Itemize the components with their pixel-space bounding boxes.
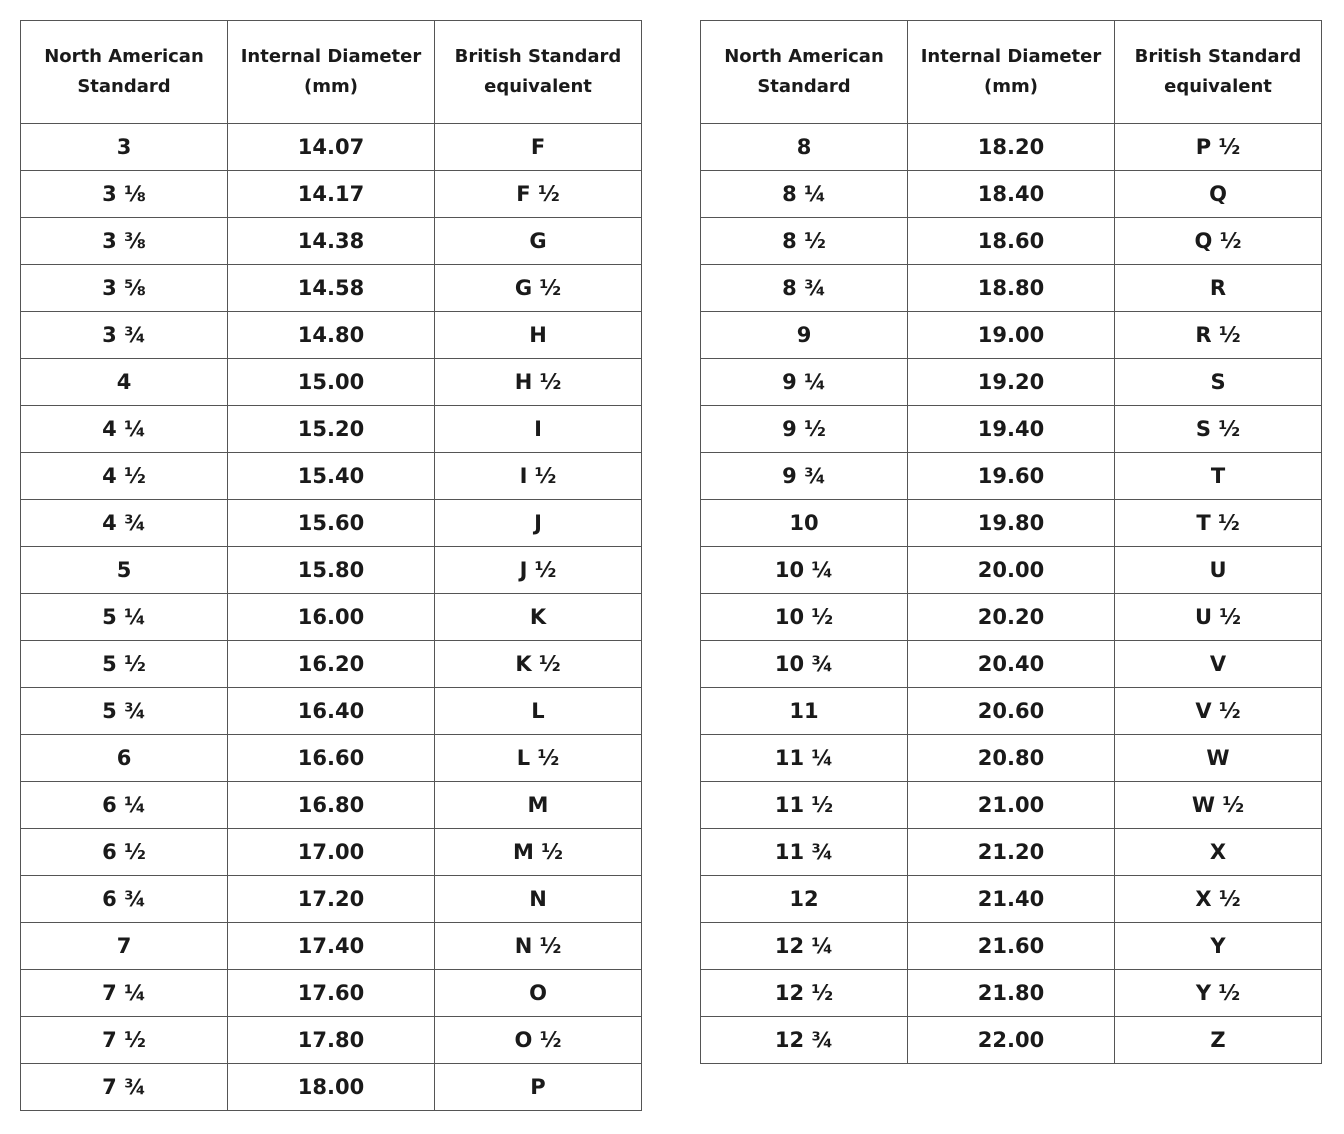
table-row [21, 594, 642, 641]
cell-british-size: P [435, 1064, 642, 1111]
cell-north-american-size: 9 ½ [701, 406, 908, 453]
cell-british-size: S [1115, 359, 1322, 406]
cell-internal-diameter: 20.00 [908, 547, 1115, 594]
cell-british-size: N [435, 876, 642, 923]
table-row [21, 1017, 642, 1064]
cell-british-size: I ½ [435, 453, 642, 500]
table-row [21, 829, 642, 876]
cell-north-american-size: 12 ¾ [701, 1017, 908, 1064]
cell-north-american-size: 7 ¾ [21, 1064, 228, 1111]
cell-internal-diameter: 21.60 [908, 923, 1115, 970]
table-row [21, 688, 642, 735]
cell-internal-diameter: 15.40 [228, 453, 435, 500]
cell-north-american-size: 8 ¼ [701, 171, 908, 218]
cell-british-size: J ½ [435, 547, 642, 594]
cell-internal-diameter: 16.40 [228, 688, 435, 735]
table-row [21, 312, 642, 359]
cell-internal-diameter: 20.20 [908, 594, 1115, 641]
cell-north-american-size: 7 ½ [21, 1017, 228, 1064]
cell-north-american-size: 8 ½ [701, 218, 908, 265]
cell-north-american-size: 5 ½ [21, 641, 228, 688]
table-row [701, 500, 1322, 547]
table-row [21, 171, 642, 218]
column-header-north-american: North American Standard [21, 21, 228, 124]
cell-internal-diameter: 19.80 [908, 500, 1115, 547]
cell-british-size: I [435, 406, 642, 453]
cell-british-size: X [1115, 829, 1322, 876]
table-row [701, 970, 1322, 1017]
cell-internal-diameter: 17.60 [228, 970, 435, 1017]
table-row [21, 265, 642, 312]
cell-internal-diameter: 15.00 [228, 359, 435, 406]
cell-british-size: F [435, 124, 642, 171]
cell-internal-diameter: 21.00 [908, 782, 1115, 829]
cell-internal-diameter: 17.80 [228, 1017, 435, 1064]
table-row [21, 124, 642, 171]
cell-internal-diameter: 19.60 [908, 453, 1115, 500]
cell-british-size: N ½ [435, 923, 642, 970]
cell-north-american-size: 11 ¾ [701, 829, 908, 876]
column-header-british-standard: British Standard equivalent [1115, 21, 1322, 124]
table-row [21, 218, 642, 265]
cell-north-american-size: 9 [701, 312, 908, 359]
table-row [701, 547, 1322, 594]
cell-british-size: V [1115, 641, 1322, 688]
column-header-british-standard: British Standard equivalent [435, 21, 642, 124]
table-row [701, 359, 1322, 406]
cell-north-american-size: 5 [21, 547, 228, 594]
table-row [21, 453, 642, 500]
cell-internal-diameter: 20.60 [908, 688, 1115, 735]
cell-internal-diameter: 14.07 [228, 124, 435, 171]
cell-british-size: K [435, 594, 642, 641]
cell-british-size: W ½ [1115, 782, 1322, 829]
table-row [21, 359, 642, 406]
cell-internal-diameter: 19.20 [908, 359, 1115, 406]
cell-north-american-size: 3 [21, 124, 228, 171]
cell-british-size: O [435, 970, 642, 1017]
cell-internal-diameter: 22.00 [908, 1017, 1115, 1064]
cell-british-size: V ½ [1115, 688, 1322, 735]
cell-internal-diameter: 16.80 [228, 782, 435, 829]
cell-british-size: W [1115, 735, 1322, 782]
cell-british-size: R ½ [1115, 312, 1322, 359]
table-body [701, 124, 1322, 1064]
table-row [21, 923, 642, 970]
table-row [701, 594, 1322, 641]
cell-north-american-size: 10 ¼ [701, 547, 908, 594]
cell-british-size: G ½ [435, 265, 642, 312]
table-row [701, 265, 1322, 312]
cell-north-american-size: 12 [701, 876, 908, 923]
cell-internal-diameter: 14.38 [228, 218, 435, 265]
cell-north-american-size: 11 [701, 688, 908, 735]
cell-internal-diameter: 15.80 [228, 547, 435, 594]
cell-british-size: U ½ [1115, 594, 1322, 641]
cell-internal-diameter: 20.40 [908, 641, 1115, 688]
cell-internal-diameter: 15.60 [228, 500, 435, 547]
cell-north-american-size: 4 ¼ [21, 406, 228, 453]
table-row [21, 1064, 642, 1111]
cell-internal-diameter: 21.20 [908, 829, 1115, 876]
cell-north-american-size: 3 ¾ [21, 312, 228, 359]
table-row [21, 782, 642, 829]
table-header-row [21, 21, 642, 124]
cell-british-size: T ½ [1115, 500, 1322, 547]
table-row [701, 124, 1322, 171]
table-row [701, 782, 1322, 829]
cell-north-american-size: 4 ½ [21, 453, 228, 500]
table-row [701, 688, 1322, 735]
cell-north-american-size: 12 ½ [701, 970, 908, 1017]
table-row [21, 876, 642, 923]
cell-british-size: Z [1115, 1017, 1322, 1064]
cell-north-american-size: 10 [701, 500, 908, 547]
cell-british-size: Q ½ [1115, 218, 1322, 265]
cell-british-size: T [1115, 453, 1322, 500]
cell-north-american-size: 8 ¾ [701, 265, 908, 312]
cell-british-size: K ½ [435, 641, 642, 688]
table-row [701, 406, 1322, 453]
cell-north-american-size: 9 ¼ [701, 359, 908, 406]
cell-north-american-size: 3 ⅛ [21, 171, 228, 218]
cell-british-size: L [435, 688, 642, 735]
table-row [21, 735, 642, 782]
table-row [21, 970, 642, 1017]
ring-size-table-right [700, 20, 1322, 1064]
cell-british-size: L ½ [435, 735, 642, 782]
cell-british-size: Y [1115, 923, 1322, 970]
cell-internal-diameter: 17.40 [228, 923, 435, 970]
cell-british-size: G [435, 218, 642, 265]
cell-north-american-size: 6 ¾ [21, 876, 228, 923]
table-body [21, 124, 642, 1111]
cell-british-size: Y ½ [1115, 970, 1322, 1017]
cell-british-size: J [435, 500, 642, 547]
column-header-internal-diameter: Internal Diameter (mm) [228, 21, 435, 124]
cell-british-size: X ½ [1115, 876, 1322, 923]
cell-internal-diameter: 16.20 [228, 641, 435, 688]
cell-north-american-size: 6 ¼ [21, 782, 228, 829]
ring-size-table-left [20, 20, 642, 1111]
table-row [21, 641, 642, 688]
cell-north-american-size: 3 ⅜ [21, 218, 228, 265]
cell-north-american-size: 4 [21, 359, 228, 406]
cell-north-american-size: 5 ¾ [21, 688, 228, 735]
cell-north-american-size: 5 ¼ [21, 594, 228, 641]
cell-internal-diameter: 16.60 [228, 735, 435, 782]
table-row [21, 500, 642, 547]
cell-north-american-size: 12 ¼ [701, 923, 908, 970]
table-row [701, 735, 1322, 782]
cell-british-size: O ½ [435, 1017, 642, 1064]
cell-north-american-size: 6 ½ [21, 829, 228, 876]
cell-north-american-size: 9 ¾ [701, 453, 908, 500]
cell-internal-diameter: 20.80 [908, 735, 1115, 782]
cell-internal-diameter: 19.40 [908, 406, 1115, 453]
cell-internal-diameter: 17.20 [228, 876, 435, 923]
table-row [21, 547, 642, 594]
table-row [701, 312, 1322, 359]
table-row [701, 1017, 1322, 1064]
cell-internal-diameter: 19.00 [908, 312, 1115, 359]
cell-north-american-size: 7 ¼ [21, 970, 228, 1017]
cell-internal-diameter: 14.17 [228, 171, 435, 218]
cell-internal-diameter: 18.20 [908, 124, 1115, 171]
table-row [701, 453, 1322, 500]
table-row [701, 641, 1322, 688]
cell-british-size: S ½ [1115, 406, 1322, 453]
cell-north-american-size: 7 [21, 923, 228, 970]
cell-internal-diameter: 18.00 [228, 1064, 435, 1111]
cell-british-size: M [435, 782, 642, 829]
cell-north-american-size: 10 ¾ [701, 641, 908, 688]
table-row [701, 218, 1322, 265]
cell-internal-diameter: 14.80 [228, 312, 435, 359]
cell-internal-diameter: 15.20 [228, 406, 435, 453]
cell-internal-diameter: 18.40 [908, 171, 1115, 218]
cell-british-size: R [1115, 265, 1322, 312]
cell-north-american-size: 11 ½ [701, 782, 908, 829]
cell-british-size: F ½ [435, 171, 642, 218]
cell-north-american-size: 6 [21, 735, 228, 782]
cell-british-size: H [435, 312, 642, 359]
cell-british-size: M ½ [435, 829, 642, 876]
cell-north-american-size: 3 ⅝ [21, 265, 228, 312]
column-header-north-american: North American Standard [701, 21, 908, 124]
cell-british-size: Q [1115, 171, 1322, 218]
cell-internal-diameter: 17.00 [228, 829, 435, 876]
cell-british-size: U [1115, 547, 1322, 594]
table-row [701, 171, 1322, 218]
cell-internal-diameter: 21.80 [908, 970, 1115, 1017]
cell-internal-diameter: 18.80 [908, 265, 1115, 312]
table-row [21, 406, 642, 453]
cell-british-size: H ½ [435, 359, 642, 406]
cell-north-american-size: 10 ½ [701, 594, 908, 641]
cell-north-american-size: 11 ¼ [701, 735, 908, 782]
cell-british-size: P ½ [1115, 124, 1322, 171]
cell-internal-diameter: 16.00 [228, 594, 435, 641]
column-header-internal-diameter: Internal Diameter (mm) [908, 21, 1115, 124]
table-row [701, 876, 1322, 923]
cell-north-american-size: 8 [701, 124, 908, 171]
cell-internal-diameter: 21.40 [908, 876, 1115, 923]
cell-internal-diameter: 18.60 [908, 218, 1115, 265]
cell-internal-diameter: 14.58 [228, 265, 435, 312]
cell-north-american-size: 4 ¾ [21, 500, 228, 547]
table-row [701, 923, 1322, 970]
table-header-row [701, 21, 1322, 124]
table-row [701, 829, 1322, 876]
